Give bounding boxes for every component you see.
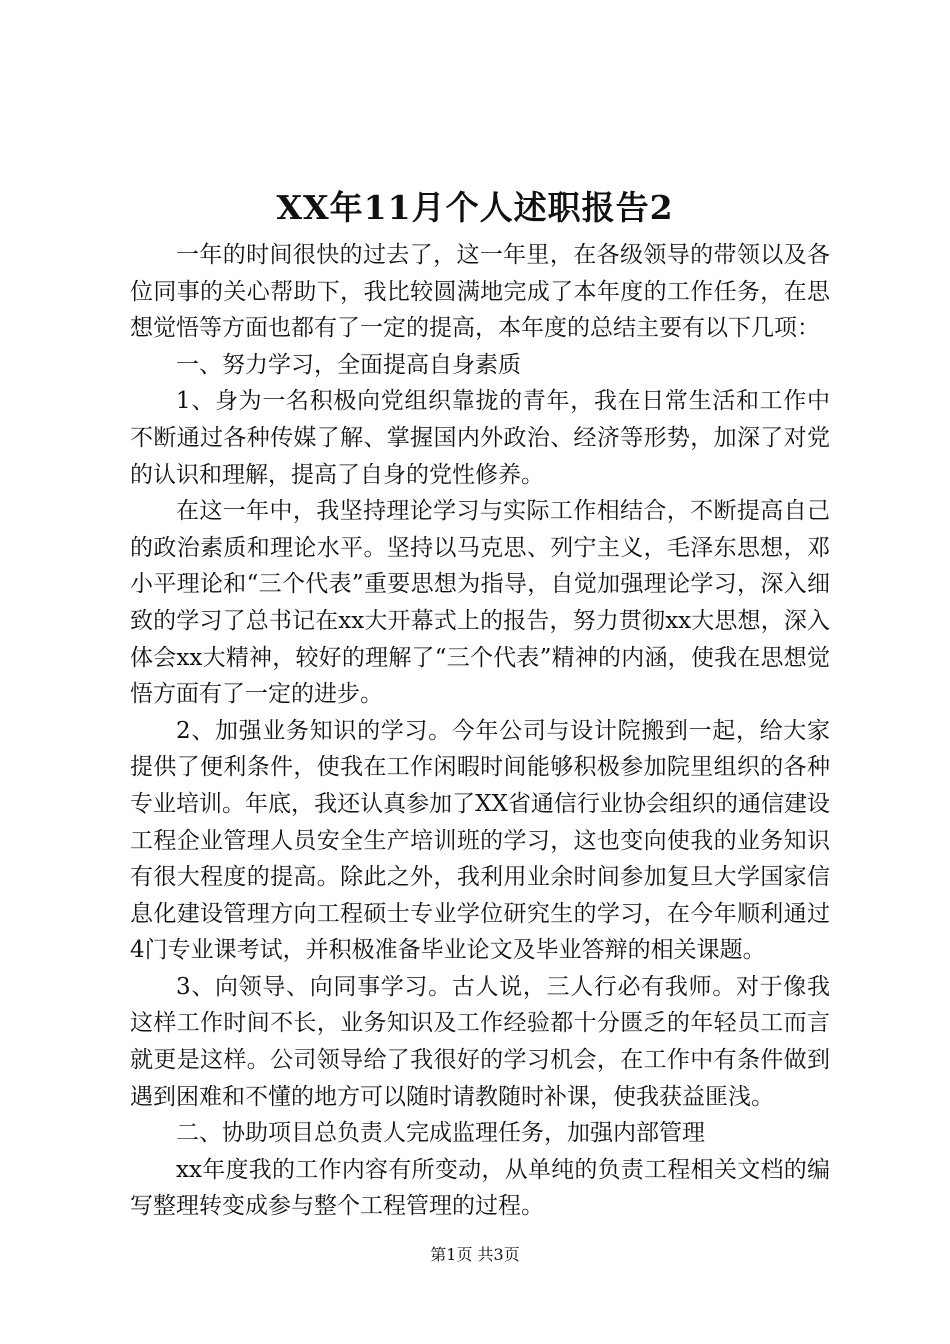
section-heading-2: 二、协助项目总负责人完成监理任务，加强内部管理 [176,1120,705,1147]
document-body [130,237,830,1225]
paragraph-intro: 一年的时间很快的过去了，这一年里，在各级领导的带领以及各位同事的关心帮助下，我比较圆满地完成了本年度的工作任务，在思想觉悟等方面也都有了一定的提高，本年度的总结主要有以下几项： [130,242,830,342]
paragraph-item-3: 3、向领导、向同事学习。古人说，三人行必有我师。对于像我这样工作时间不长，业务知识及工作经验都十分匮乏的年轻员工而言就更是这样。公司领导给了我很好的学习机会，在工作中有条件做到遇到困难和不懂的地方可以随时请教随时补课，使我获益匪浅。 [130,973,830,1110]
paragraph-item-1: 1、身为一名积极向党组织靠拢的青年，我在日常生活和工作中不断通过各种传媒了解、掌握国内外政治、经济等形势，加深了对党的认识和理解，提高了自身的党性修养。 [130,388,830,488]
page-number-footer: 第1页 共3页 [430,1245,520,1264]
section-heading-1: 一、努力学习，全面提高自身素质 [176,351,521,378]
paragraph-work-change: xx年度我的工作内容有所变动，从单纯的负责工程相关文档的编写整理转变成参与整个工程管理的过程。 [130,1156,830,1220]
paragraph-item-2: 2、加强业务知识的学习。今年公司与设计院搬到一起，给大家提供了便利条件，使我在工作闲暇时间能够积极参加院里组织的各种专业培训。年底，我还认真参加了XX省通信行业协会组织的通信建设工程企业管理人员安全生产培训班的学习，这也变向使我的业务知识有很大程度的提高。除此之外，我利用业余时间参加复旦大学国家信息化建设管理方向工程硕士专业学位研究生的学习，在今年顺利通过4门专业课考试，并积极准备毕业论文及毕业答辩的相关课题。 [130,717,830,964]
paragraph-theory-study: 在这一年中，我坚持理论学习与实际工作相结合，不断提高自己的政治素质和理论水平。坚持以马克思、列宁主义，毛泽东思想，邓小平理论和“三个代表”重要思想为指导，自觉加强理论学习，深入细致的学习了总书记在xx大开幕式上的报告，努力贯彻xx大思想，深入体会xx大精神，较好的理解了“三个代表”精神的内涵，使我在思想觉悟方面有了一定的进步。 [130,498,830,708]
document-title: XX年11月个人述职报告2 [276,188,674,227]
